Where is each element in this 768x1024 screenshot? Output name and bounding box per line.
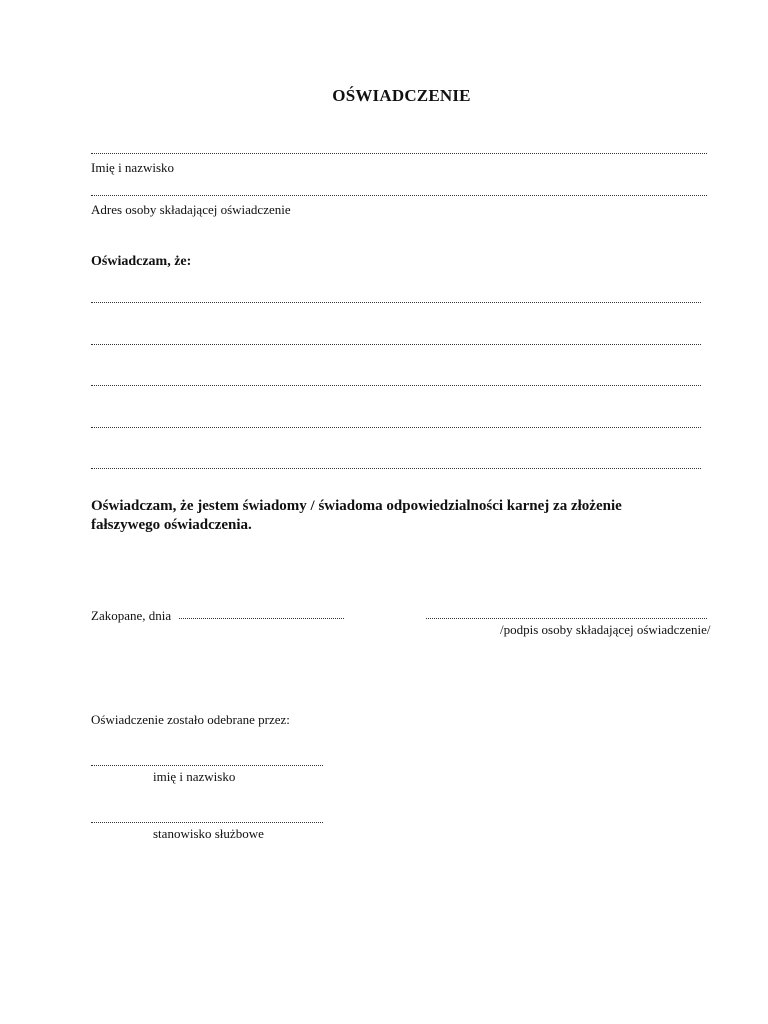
declaration-heading: Oświadczam, że: <box>91 254 192 269</box>
receiver-position-label: stanowisko służbowe <box>153 826 264 841</box>
declaration-line[interactable] <box>91 427 701 428</box>
receiver-position-field-line[interactable] <box>91 822 323 823</box>
address-field-line[interactable] <box>91 195 707 196</box>
declaration-line[interactable] <box>91 468 701 469</box>
declaration-line[interactable] <box>91 344 701 345</box>
receiver-name-field-line[interactable] <box>91 765 323 766</box>
declaration-line[interactable] <box>91 385 701 386</box>
address-field-label: Adres osoby składającej oświadczenie <box>91 202 291 217</box>
declaration-line[interactable] <box>91 302 701 303</box>
received-by-label: Oświadczenie zostało odebrane przez: <box>91 712 290 727</box>
signature-field-line[interactable] <box>426 618 707 619</box>
name-field-line[interactable] <box>91 153 707 154</box>
liability-statement: Oświadczam, że jestem świadomy / świadoma odpowiedzialności karnej za złożenie fałszywego oświadczenia. <box>91 498 622 533</box>
document-title: OŚWIADCZENIE <box>332 86 471 105</box>
name-field-label: Imię i nazwisko <box>91 160 175 175</box>
date-field-line[interactable] <box>179 618 344 619</box>
place-date-label: Zakopane, dnia <box>91 608 172 623</box>
signature-label: /podpis osoby składającej oświadczenie/ <box>500 622 711 637</box>
receiver-name-label: imię i nazwisko <box>153 769 236 784</box>
